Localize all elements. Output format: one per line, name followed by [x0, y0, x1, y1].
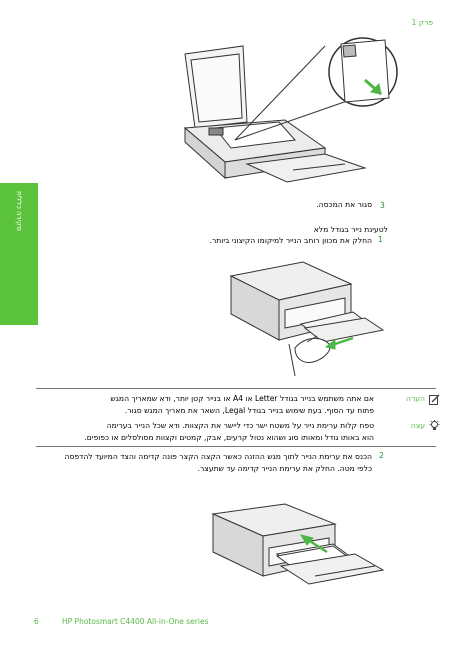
step-1-text: החלק את מכוון רוחב הנייר למיקומו הקיצוני ביותר.	[209, 236, 372, 245]
paper-guide-illustration	[225, 252, 385, 376]
printer-open-lid-illustration	[175, 36, 427, 192]
note-line-1: אם אתה משתמש בנייר בגודל Letter או A4 או בנייר קטן יותר, ודא שמאריך המגש	[110, 394, 374, 403]
footer-title: HP Photosmart C4400 All-in-One series	[62, 617, 209, 626]
note-line-2: פתוח עד הסוף. בעת שימוש בנייר בגודל Legal, השאר את מאריך המגש סגור.	[124, 406, 374, 415]
insert-paper-illustration	[205, 496, 385, 606]
step-3-number: 3	[380, 201, 385, 210]
step-2-number: 2	[379, 451, 384, 460]
divider-top	[36, 388, 436, 389]
chapter-header: פרק 1	[411, 18, 433, 27]
side-tab-label: סקירה כללית	[15, 191, 23, 231]
side-tab	[0, 183, 38, 325]
step-1-number: 1	[378, 235, 383, 244]
section-heading: לטעינת נייר בגודל מלא	[313, 225, 388, 234]
step-3-text: סגור את המכסה.	[316, 200, 372, 209]
tip-line-2: הוא באותו גודל ומאותו סוג ושהוא נטול קרעים, אבק, קמטים וקצוות מסולסלים או כפופים.	[84, 433, 374, 442]
step-2-line-1: הכנס את ערימת הנייר לתוך מגש ההזנה כאשר הקצה הקצר פונה קדימה והצד המיועד להדפסה	[64, 452, 372, 461]
step-2-line-2: כלפי מטה. החלק את ערימת הנייר קדימה עד שתעצר.	[197, 464, 372, 473]
note-label: הערה	[406, 394, 425, 403]
lightbulb-icon	[429, 420, 440, 431]
note-pencil-icon	[429, 394, 440, 405]
divider-bottom	[36, 446, 436, 447]
tip-line-1: טפח קלות ערימת נייר על משטח ישר כדי ליישר את הקצוות. ודא שכל הנייר בערימה	[106, 421, 374, 430]
page-number: 6	[34, 617, 39, 626]
tip-label: עצה	[410, 421, 425, 430]
